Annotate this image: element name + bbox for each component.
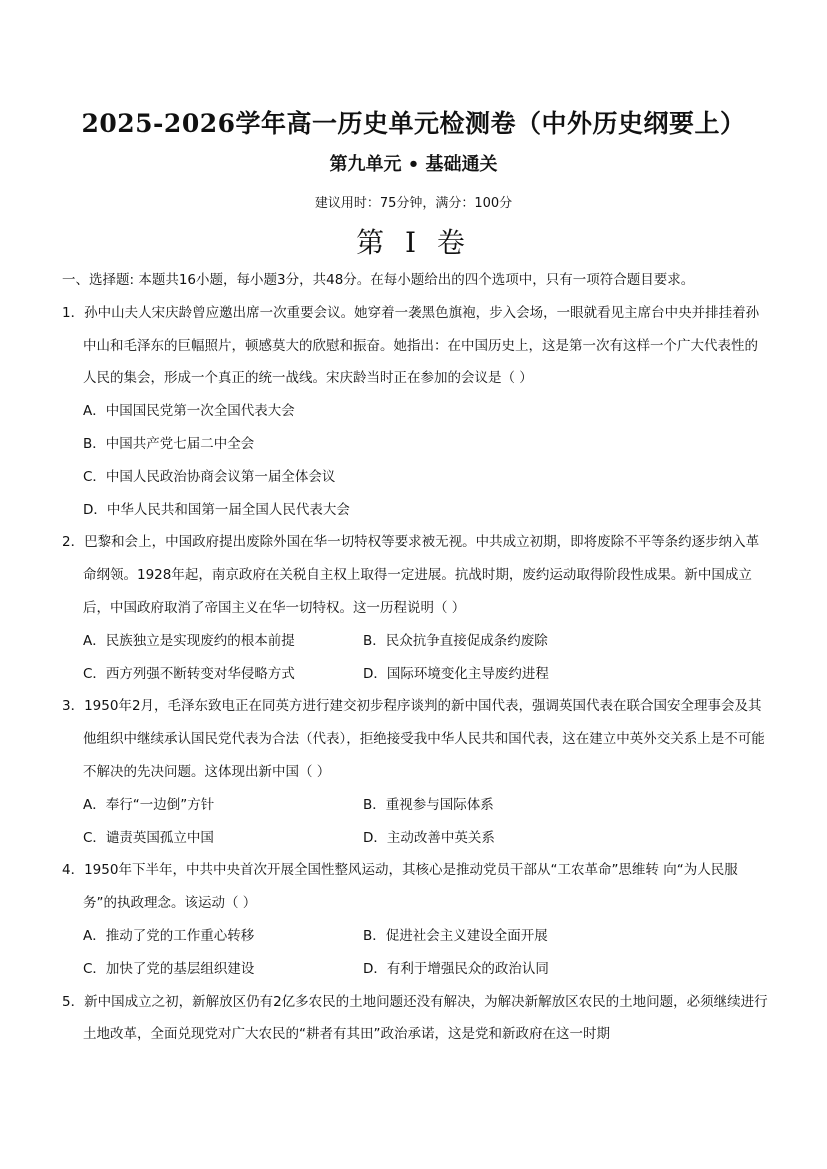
option-c[interactable]: C．西方列强不断转变对华侵略方式 <box>83 665 295 682</box>
exam-body <box>62 264 768 1051</box>
option-c[interactable]: C．加快了党的基层组织建设 <box>83 960 255 977</box>
question-3-stem: 3．1950年2月，毛泽东致电正在同英方进行建交初步程序谈判的新中国代表，强调英国代表在联合国安全理事会及其他组织中继续承认国民党代表为合法（代表），拒绝接受我中华人民共和国代表，这在建立中英外交关系上是不可能不解决的先决问题。这体现出新中国（ ） <box>62 698 765 780</box>
option-b[interactable]: B．重视参与国际体系 <box>363 796 494 813</box>
option-a[interactable]: A．奉行“一边倒”方针 <box>83 796 215 813</box>
question-5-stem: 5．新中国成立之初，新解放区仍有2亿多农民的土地问题还没有解决，为解决新解放区农民的土地问题，必须继续进行土地改革，全面兑现党对广大农民的“耕者有其田”政治承诺，这是党和新政府在这一时期 <box>62 993 768 1043</box>
page-subtitle: 第九单元 • 基础通关 <box>329 154 498 175</box>
option-row <box>83 789 768 822</box>
option-b[interactable]: B．民众抗争直接促成条约废除 <box>363 632 548 649</box>
option-row <box>83 920 768 953</box>
volume-heading: 第 I 卷 <box>356 226 471 259</box>
option-row <box>83 822 768 855</box>
option-b[interactable]: B．中国共产党七届二中全会 <box>83 435 255 452</box>
option-c[interactable]: C．中国人民政治协商会议第一届全体会议 <box>83 468 336 485</box>
option-row <box>83 953 768 986</box>
question-1-stem: 1．孙中山夫人宋庆龄曾应邀出席一次重要会议。她穿着一袭黑色旗袍，步入会场，一眼就看见主席台中央并排挂着孙中山和毛泽东的巨幅照片，顿感莫大的欣慰和振奋。她指出：在中国历史上，这是第一次有这样一个广大代表性的人民的集会，形成一个真正的统一战线。宋庆龄当时正在参加的会议是（ ） <box>62 304 760 387</box>
option-c[interactable]: C．谴责英国孤立中国 <box>83 829 214 846</box>
option-a[interactable]: A．中国国民党第一次全国代表大会 <box>83 403 295 420</box>
question-2-options <box>62 625 768 691</box>
option-d[interactable]: D．中华人民共和国第一届全国人民代表大会 <box>83 501 350 518</box>
option-b[interactable]: B．促进社会主义建设全面开展 <box>363 927 548 944</box>
option-d[interactable]: D．主动改善中英关系 <box>363 829 495 846</box>
option-row <box>83 658 768 691</box>
exam-meta: 建议用时：75分钟，满分：100分 <box>314 196 513 211</box>
question-4-options <box>62 920 768 986</box>
question-3-options <box>62 789 768 855</box>
option-row <box>83 625 768 658</box>
option-d[interactable]: D．有利于增强民众的政治认同 <box>363 960 549 977</box>
section-intro: 一、选择题: 本题共16小题，每小题3分，共48分。在每小题给出的四个选项中，只有一项符合题目要求。 <box>62 272 695 288</box>
option-a[interactable]: A．民族独立是实现废约的根本前提 <box>83 632 295 649</box>
option-a[interactable]: A．推动了党的工作重心转移 <box>83 927 255 944</box>
question-1-options <box>62 395 768 526</box>
question-2-stem: 2．巴黎和会上，中国政府提出废除外国在华一切特权等要求被无视。中共成立初期，即将废除不平等条约逐步纳入革命纲领。1928年起，南京政府在关税自主权上取得一定进展。抗战时期，废约运动取得阶段性成果。新中国成立后，中国政府取消了帝国主义在华一切特权。这一历程说明（ ） <box>62 534 760 616</box>
question-4-stem: 4．1950年下半年，中共中央首次开展全国性整风运动，其核心是推动党员干部从“工农革命”思维转 向“为人民服务”的执政理念。该运动（ ） <box>62 862 738 912</box>
page-title: 2025-2026学年高一历史单元检测卷（中外历史纲要上） <box>81 109 746 138</box>
option-d[interactable]: D．国际环境变化主导废约进程 <box>363 665 549 682</box>
